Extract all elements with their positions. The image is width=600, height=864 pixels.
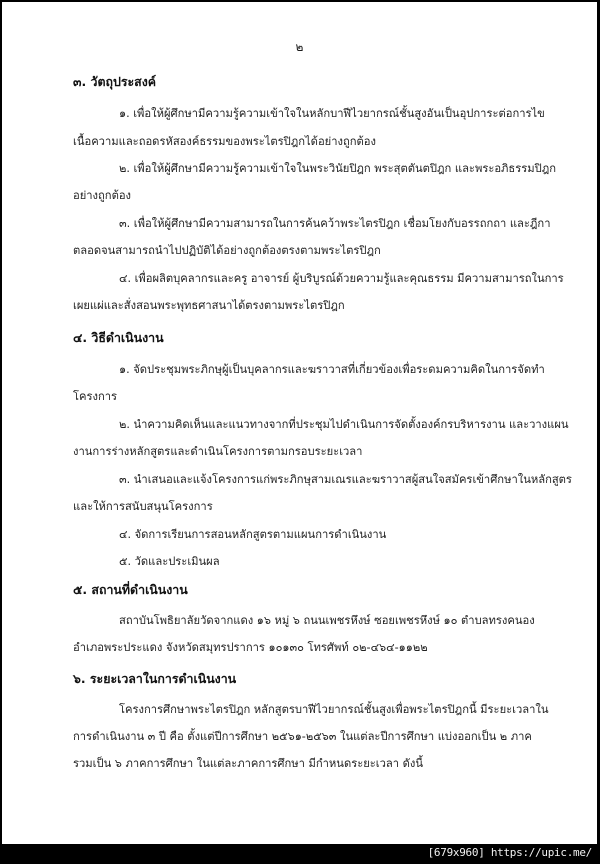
method-1-part-b: เพื่อระดมความคิดในการจัดทำ [398, 363, 545, 376]
objective-2-line-1: ๒. เพื่อให้ผู้ศึกษามีความรู้ความเข้าใจในพระวินัยปิฎก พระสุตตันตปิฎก และพระอภิธรรมปิฎก [119, 162, 557, 175]
objective-1-line-2: เนื้อความและถอดรหัสองค์ธรรมของพระไตรปิฎกได้อย่างถูกต้อง [73, 135, 376, 148]
objective-2-line-2: อย่างถูกต้อง [73, 189, 132, 202]
objective-3-line-2: ตลอดจนสามารถนำไปปฏิบัติได้อย่างถูกต้องตรงตามพระไตรปิฎก [73, 244, 381, 257]
document-page [2, 2, 597, 844]
objective-4-line-1: ๔. เพื่อผลิตบุคลากรและครู อาจารย์ ผู้บริบูรณ์ด้วยความรู้และคุณธรรม มีความสามารถในการ [119, 272, 564, 285]
location-line-1: สถาบันโพธิยาลัยวัดจากแดง ๑๖ หมู่ ๖ ถนนเพชรหึงษ์ ซอยเพชรหึงษ์ ๑๐ ตำบลทรงคนอง [119, 614, 535, 627]
method-3-line-2: และให้การสนับสนุนโครงการ [73, 500, 213, 513]
method-1-line-1 [119, 363, 545, 377]
objective-3-line-1: ๓. เพื่อให้ผู้ศึกษามีความสามารถในการค้นคว้าพระไตรปิฎก เชื่อมโยงกับอรรถกถา และฎีกา [119, 217, 551, 230]
image-host-footer-bar [0, 844, 600, 864]
duration-line-1: โครงการศึกษาพระไตรปิฎก หลักสูตรบาฬีไวยากรณ์ชั้นสูงเพื่อพระไตรปิฎกนี้ มีระยะเวลาใน [119, 703, 549, 716]
duration-line-2: การดำเนินงาน ๓ ปี คือ ตั้งแต่ปีการศึกษา ๒๕๖๑-๒๕๖๓ ในแต่ละปีการศึกษา แบ่งออกเป็น ๒ ภาค [73, 730, 532, 743]
method-5-line: ๕. วัดและประเมินผล [119, 555, 220, 568]
objective-1-line-1: ๑. เพื่อให้ผู้ศึกษามีความรู้ความเข้าใจในหลักบาฬีไวยากรณ์ชั้นสูงอันเป็นอุปการะต่อการไข [119, 107, 545, 120]
method-2-line-1: ๒. นำความคิดเห็นและแนวทางจากที่ประชุมไปดำเนินการจัดตั้งองค์กรบริหารงาน และวางแผน [119, 418, 569, 431]
method-1-line-2: โครงการ [73, 390, 118, 403]
section-heading-methods: ๔. วิธีดำเนินงาน [73, 330, 164, 345]
page-number: ๒ [295, 40, 304, 54]
section-heading-objectives: ๓. วัตถุประสงค์ [73, 74, 157, 89]
duration-line-3: รวมเป็น ๖ ภาคการศึกษา ในแต่ละภาคการศึกษา มีกำหนดระยะเวลา ดังนี้ [73, 757, 423, 770]
objective-4-line-2: เผยแผ่และสั่งสอนพระพุทธศาสนาได้ตรงตามพระไตรปิฎก [73, 299, 345, 312]
image-host-watermark: [679x960] https://upic.me/ [427, 846, 592, 859]
section-heading-location: ๕. สถานที่ดำเนินงาน [73, 582, 188, 597]
location-line-2: อำเภอพระประแดง จังหวัดสมุทรปราการ ๑๐๑๓๐ โทรศัพท์ ๐๒-๔๖๔-๑๑๒๒ [73, 641, 428, 654]
section-heading-duration: ๖. ระยะเวลาในการดำเนินงาน [73, 671, 237, 686]
method-4-line: ๔. จัดการเรียนการสอนหลักสูตรตามแผนการดำเนินงาน [119, 528, 387, 541]
method-3-line-1: ๓. นำเสนอและแจ้งโครงการแก่พระภิกษุสามเณรและฆราวาสผู้สนใจสมัครเข้าศึกษาในหลักสูตร [119, 473, 572, 486]
method-1-part-a: ๑. จัดประชุมพระภิกษุผู้เป็นบุคลากรและฆราวาสที่เกี่ยวข้อง [119, 363, 399, 376]
method-2-line-2: งานการร่างหลักสูตรและดำเนินโครงการตามกรอบระยะเวลา [73, 445, 363, 458]
